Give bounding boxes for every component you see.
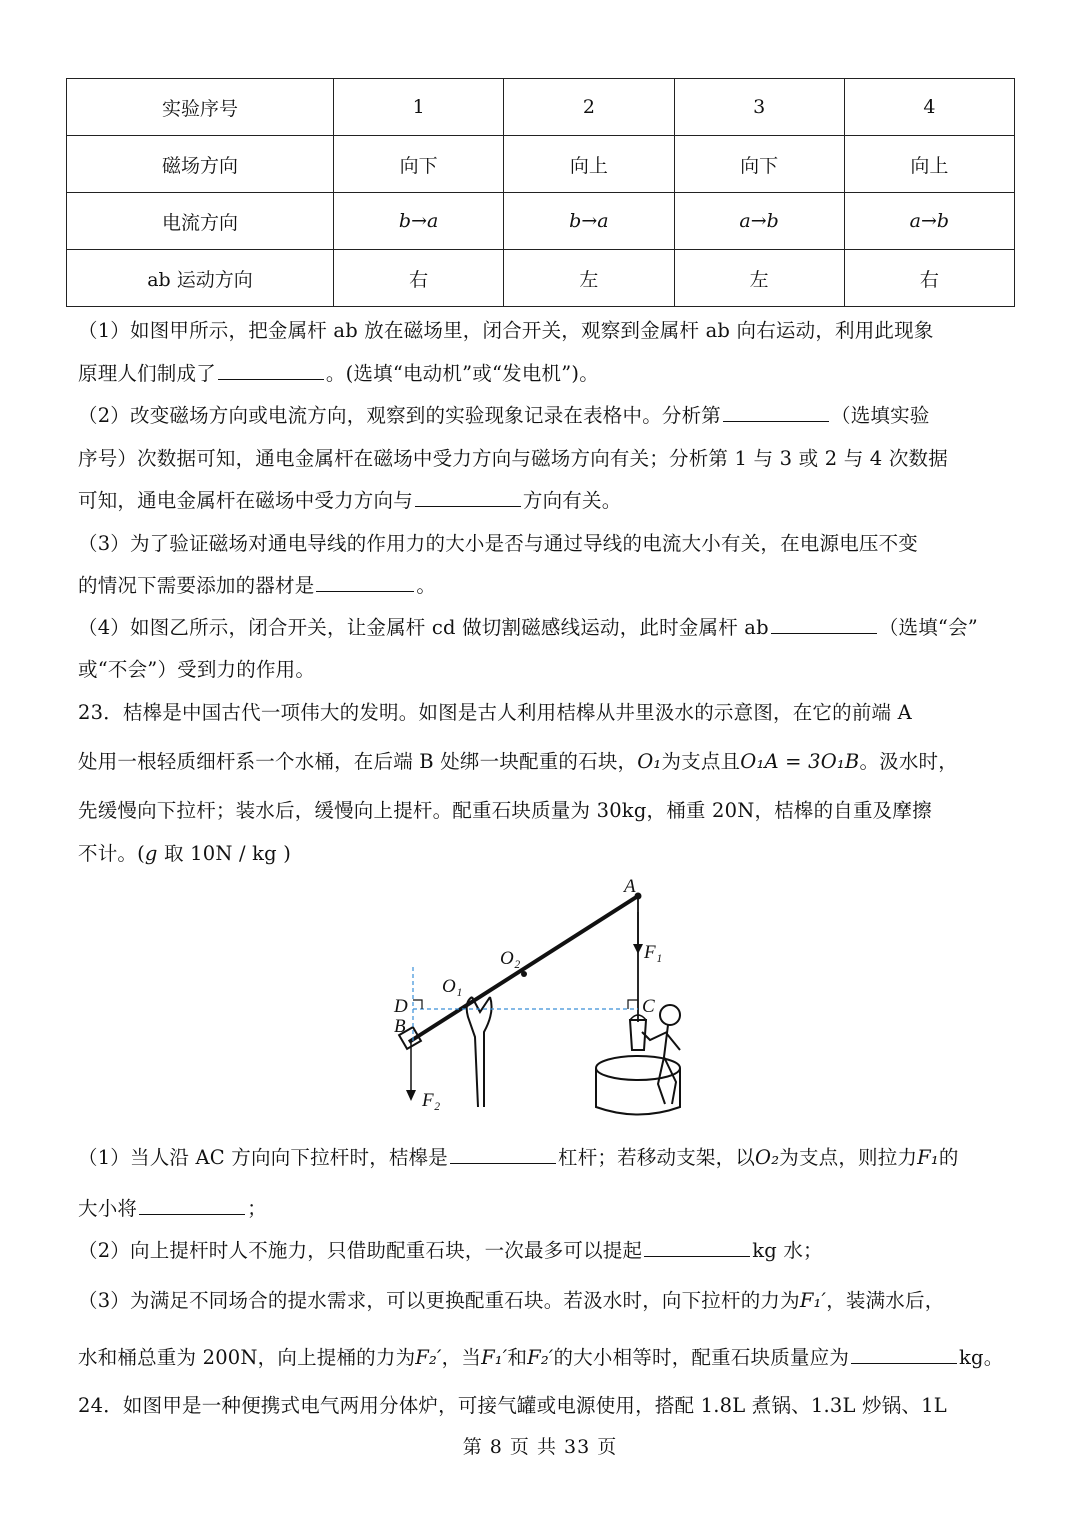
table-cell: 左 bbox=[674, 250, 844, 307]
label-f2: F₂ bbox=[422, 1090, 441, 1111]
text: ，当 bbox=[441, 1346, 482, 1369]
page-footer: 第 8 页 共 33 页 bbox=[462, 1436, 618, 1458]
point-o2 bbox=[521, 971, 527, 977]
q22-part3-line2 bbox=[78, 573, 436, 599]
table-row-header: 电流方向 bbox=[67, 193, 334, 250]
math: F₂′ bbox=[527, 1346, 554, 1369]
answer-blank[interactable] bbox=[218, 361, 324, 380]
f1-arrowhead bbox=[633, 944, 643, 954]
text: （1）当人沿 AC 方向向下拉杆时，桔槔是 bbox=[78, 1146, 449, 1169]
label-a: A bbox=[624, 876, 636, 897]
text: 水和桶总重为 200N，向上提桶的力为 bbox=[78, 1346, 416, 1369]
answer-blank[interactable] bbox=[139, 1196, 245, 1215]
table-cell: 1 bbox=[334, 79, 504, 136]
q23-part3-line1 bbox=[78, 1288, 944, 1314]
lever-beam bbox=[409, 896, 638, 1042]
q22-part2-line1 bbox=[78, 403, 930, 429]
q23-line3: 先缓慢向下拉杆；装水后，缓慢向上提杆。配重石块质量为 30kg，桶重 20N，桔槔的自重及摩擦 bbox=[78, 799, 932, 822]
text: 方向有关。 bbox=[522, 489, 622, 512]
text: 的情况下需要添加的器材是 bbox=[78, 574, 315, 597]
table-cell: 向下 bbox=[334, 136, 504, 193]
q23-part2 bbox=[78, 1238, 823, 1264]
table-cell: 右 bbox=[334, 250, 504, 307]
experiment-table bbox=[66, 78, 1015, 307]
math: O₁ bbox=[637, 750, 662, 773]
label-c: C bbox=[642, 996, 655, 1017]
text: ，装满水后， bbox=[826, 1289, 945, 1312]
text: 。(选填“电动机”或“发电机”)。 bbox=[325, 362, 599, 385]
text: 为支点且 bbox=[661, 750, 741, 773]
table-cell: a→b bbox=[844, 193, 1014, 250]
f2-arrowhead bbox=[406, 1090, 416, 1101]
table-cell: 4 bbox=[844, 79, 1014, 136]
answer-blank[interactable] bbox=[723, 403, 829, 422]
q23-line1: 23．桔槔是中国古代一项伟大的发明。如图是古人利用桔槔从井里汲水的示意图，在它的前端 A bbox=[78, 701, 912, 724]
support-post bbox=[467, 997, 492, 1107]
label-b: B bbox=[394, 1016, 406, 1037]
q22-part4-line1 bbox=[78, 615, 978, 641]
table-cell: 左 bbox=[504, 250, 674, 307]
text: kg。 bbox=[959, 1346, 1004, 1369]
table-cell: 3 bbox=[674, 79, 844, 136]
answer-blank[interactable] bbox=[316, 573, 414, 592]
math: F₁′ bbox=[481, 1346, 508, 1369]
math: F₁′ bbox=[799, 1289, 827, 1312]
text: 为支点，则拉力 bbox=[779, 1146, 918, 1169]
well-top bbox=[596, 1056, 680, 1080]
text: 。 bbox=[416, 574, 437, 597]
text: （2）向上提杆时人不施力，只借助配重石块，一次最多可以提起 bbox=[78, 1239, 643, 1262]
answer-blank[interactable] bbox=[415, 488, 521, 507]
table-cell: b→a bbox=[334, 193, 504, 250]
text: 。汲水时， bbox=[859, 750, 958, 773]
table-row bbox=[67, 136, 1015, 193]
text: 处用一根轻质细杆系一个水桶，在后端 B 处绑一块配重的石块， bbox=[78, 750, 638, 773]
q22-part3-line1: （3）为了验证磁场对通电导线的作用力的大小是否与通过导线的电流大小有关，在电源电压不变 bbox=[78, 532, 919, 555]
q24-line1: 24．如图甲是一种便携式电气两用分体炉，可接气罐或电源使用，搭配 1.8L 煮锅、1.3L 炒锅、1L bbox=[78, 1394, 947, 1417]
table-row-header: ab 运动方向 bbox=[67, 250, 334, 307]
text: 的大小相等时，配重石块质量应为 bbox=[553, 1346, 850, 1369]
q22-part4-line2: 或“不会”）受到力的作用。 bbox=[78, 658, 316, 681]
q23-line2 bbox=[78, 749, 958, 775]
table-cell: 右 bbox=[844, 250, 1014, 307]
table-cell: 向下 bbox=[674, 136, 844, 193]
table-cell: 2 bbox=[504, 79, 674, 136]
table-cell: b→a bbox=[504, 193, 674, 250]
table-cell: 向上 bbox=[844, 136, 1014, 193]
answer-blank[interactable] bbox=[771, 615, 877, 634]
text: 杠杆；若移动支架，以 bbox=[558, 1146, 756, 1169]
person-head bbox=[660, 1005, 680, 1025]
text: （3）为满足不同场合的提水需求，可以更换配重石块。若汲水时，向下拉杆的力为 bbox=[78, 1289, 800, 1312]
q23-part1-line2 bbox=[78, 1196, 267, 1222]
q22-part1-line1: （1）如图甲所示，把金属杆 ab 放在磁场里，闭合开关，观察到金属杆 ab 向右运动，利用此现象 bbox=[78, 319, 934, 342]
math: F₁ bbox=[917, 1146, 939, 1169]
math: O₁A = 3O₁B bbox=[740, 750, 860, 773]
text: （2）改变磁场方向或电流方向，观察到的实验现象记录在表格中。分析第 bbox=[78, 404, 722, 427]
label-o1: O₁ bbox=[442, 976, 463, 997]
label-d: D bbox=[394, 996, 408, 1017]
q22-part1-line2 bbox=[78, 361, 599, 387]
q23-part3-line2 bbox=[78, 1345, 1003, 1371]
answer-blank[interactable] bbox=[450, 1145, 556, 1164]
right-angle-d bbox=[413, 1000, 422, 1009]
math: O₂ bbox=[755, 1146, 780, 1169]
table-cell: a→b bbox=[674, 193, 844, 250]
answer-blank[interactable] bbox=[644, 1238, 750, 1257]
text: 和 bbox=[507, 1346, 528, 1369]
text: 大小将 bbox=[78, 1197, 138, 1220]
text: （4）如图乙所示，闭合开关，让金属杆 cd 做切割磁感线运动，此时金属杆 ab bbox=[78, 616, 769, 639]
answer-blank[interactable] bbox=[851, 1345, 957, 1364]
table-row bbox=[67, 193, 1015, 250]
q23-line4 bbox=[78, 841, 291, 867]
table-row bbox=[67, 250, 1015, 307]
text: 原理人们制成了 bbox=[78, 362, 216, 385]
right-angle-c bbox=[628, 1000, 638, 1009]
table-cell: 向上 bbox=[504, 136, 674, 193]
table-row-header: 磁场方向 bbox=[67, 136, 334, 193]
text: （选填实验 bbox=[831, 404, 930, 427]
math: F₂′ bbox=[415, 1346, 442, 1369]
text: kg 水； bbox=[752, 1239, 823, 1262]
label-o2: O₂ bbox=[500, 948, 521, 969]
q23-part1-line1 bbox=[78, 1145, 959, 1171]
table-row bbox=[67, 79, 1015, 136]
text: 可知，通电金属杆在磁场中受力方向与 bbox=[78, 489, 413, 512]
q22-part2-line3 bbox=[78, 488, 621, 514]
q22-part2-line2: 序号）次数据可知，通电金属杆在磁场中受力方向与磁场方向有关；分析第 1 与 3 或 2 与 4 次数据 bbox=[78, 447, 948, 470]
label-f1: F₁ bbox=[644, 942, 663, 963]
text: （选填“会” bbox=[878, 616, 978, 639]
text: 取 10N / kg ) bbox=[157, 842, 292, 865]
person-body bbox=[642, 1025, 680, 1104]
math: g bbox=[144, 842, 158, 865]
text: 不计。( bbox=[78, 842, 145, 865]
table-row-header: 实验序号 bbox=[67, 79, 334, 136]
text: 的 bbox=[938, 1146, 959, 1169]
text: ； bbox=[247, 1197, 267, 1220]
shadoof-figure bbox=[380, 872, 700, 1117]
well-body bbox=[596, 1068, 680, 1115]
